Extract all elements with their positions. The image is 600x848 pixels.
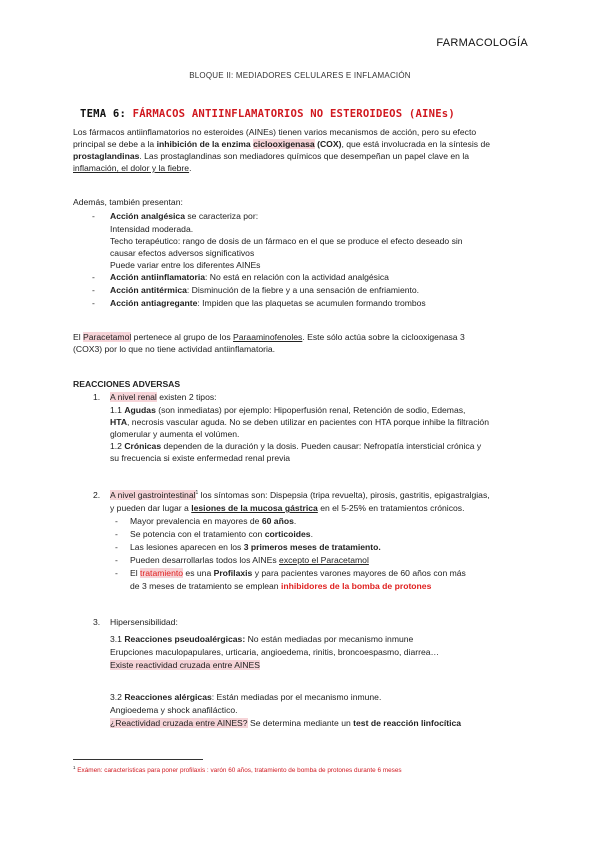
alergicas-line-1	[110, 691, 381, 703]
text: .	[293, 516, 297, 526]
text: El	[130, 568, 141, 578]
text: 1.2	[110, 441, 125, 451]
bullet-dash: -	[115, 568, 118, 578]
ademas-lead: Además, también presentan:	[73, 197, 183, 207]
gi-sub-5-cont	[130, 580, 431, 592]
running-header: FARMACOLOGÍA	[436, 37, 528, 49]
footnote-divider	[73, 759, 203, 760]
hypersensitivity-heading: Hipersensibilidad:	[110, 617, 178, 627]
highlight-reactividad-question: ¿Reactividad cruzada entre AINES?	[110, 718, 248, 728]
text: . Este sólo actúa sobre la ciclooxigenasa 3	[302, 332, 465, 342]
agudas-line-2	[110, 416, 489, 428]
highlight-gastrointestinal: A nivel gastrointestinal	[110, 490, 196, 500]
gi-sub-3	[130, 541, 381, 553]
list-number: 1.	[93, 392, 101, 402]
text: , que está involucrada en la síntesis de	[341, 139, 491, 149]
bold-text: Acción antiinflamatoria	[110, 272, 206, 282]
footnote	[73, 765, 402, 777]
bullet-dash: -	[92, 285, 95, 295]
text: .	[189, 163, 192, 173]
agudas-line-1	[110, 404, 465, 416]
bold-text: 3 primeros meses de tratamiento.	[243, 542, 381, 552]
highlight-renal: A nivel renal	[110, 392, 157, 402]
text: : Impiden que las plaquetas se acumulen formando trombos	[197, 298, 426, 308]
intro-line-4	[73, 162, 191, 174]
intro-line-3	[73, 150, 469, 162]
text: 1.1	[110, 405, 125, 415]
paracetamol-line-2: (COX3) por lo que no tiene actividad antiinflamatoria.	[73, 344, 276, 354]
agudas-line-3: glomerular y aumenta el volúmen.	[110, 429, 240, 439]
highlight-reactividad: Existe reactividad cruzada entre AINES	[110, 660, 260, 670]
item-antiinflamatoria	[110, 271, 389, 283]
list-number: 3.	[93, 617, 101, 627]
block-heading: BLOQUE II: MEDIADORES CELULARES E INFLAMACIÓN	[189, 71, 411, 80]
gi-line-1	[110, 489, 490, 501]
underlined-text: excepto el Paracetamol	[279, 555, 369, 565]
highlight-ciclooxigenasa: ciclooxigenasa	[253, 139, 315, 149]
bullet-dash: -	[115, 542, 118, 552]
bold-text: Acción analgésica	[110, 211, 185, 221]
footnote-number: 1	[73, 764, 76, 770]
list-number: 2.	[93, 490, 101, 500]
item-antitermica	[110, 284, 419, 296]
gi-sub-2	[130, 528, 313, 540]
text: . Las prostaglandinas son mediadores químicos que desempeñan un papel clave en la	[139, 151, 470, 161]
analgesica-sub-4: Puede variar entre los diferentes AINEs	[110, 260, 261, 270]
bold-text: Reacciones alérgicas	[124, 692, 212, 702]
bold-text: Agudas	[124, 405, 156, 415]
bold-text: 60 años	[261, 516, 294, 526]
bullet-dash: -	[92, 211, 95, 221]
bold-text: Acción antitérmica	[110, 285, 187, 295]
text: de 3 meses de tratamiento se emplean	[130, 581, 281, 591]
text: existen 2 tipos:	[156, 392, 217, 402]
intro-line-2	[73, 138, 490, 150]
bold-text: Reacciones pseudoalérgicas:	[124, 634, 246, 644]
title-main: FÁRMACOS ANTIINFLAMATORIOS NO ESTEROIDEOS (AINEs)	[132, 108, 455, 120]
text: 3.2	[110, 692, 125, 702]
text: (son inmediatas) por ejemplo: Hipoperfusión renal, Retención de sodio, Edemas,	[155, 405, 466, 415]
bullet-dash: -	[115, 555, 118, 565]
gi-sub-1	[130, 515, 296, 527]
analgesica-sub-3: causar efectos adversos significativos	[110, 248, 255, 258]
bold-text: test de reacción linfocítica	[353, 718, 462, 728]
text: pertenece al grupo de los	[131, 332, 234, 342]
gi-line-2	[110, 502, 464, 514]
text: Se potencia con el tratamiento con	[130, 529, 265, 539]
bold-text: prostaglandinas	[73, 151, 140, 161]
bold-text: (COX)	[314, 139, 342, 149]
text: , necrosis vascular aguda. No se deben utilizar en pacientes con HTA porque inhibe la filtración	[127, 417, 489, 427]
bullet-dash: -	[115, 516, 118, 526]
pseudo-line-2: Erupciones maculopapulares, urticaria, angioedema, rinitis, broncoespasmo, diarrea…	[110, 647, 440, 657]
item-analgesica	[110, 210, 258, 222]
alergicas-line-3	[110, 717, 461, 729]
text: .	[310, 529, 313, 539]
cronicas-line-1	[110, 440, 481, 452]
gi-sub-4	[130, 554, 369, 566]
bold-text: Profilaxis	[213, 568, 253, 578]
text: Pueden desarrollarlas todos los AINEs	[130, 555, 280, 565]
text: El	[73, 332, 84, 342]
title-prefix: TEMA 6:	[80, 108, 127, 120]
text: Mayor prevalencia en mayores de	[130, 516, 262, 526]
bold-text: corticoides	[264, 529, 311, 539]
underlined-text: Paraaminofenoles	[233, 332, 303, 342]
footnote-text: Exámen: características para poner profilaxis : varón 60 años, tratamiento de bomba de protones durante 6 meses	[75, 767, 402, 774]
bullet-dash: -	[92, 272, 95, 282]
text: : Están mediadas por el mecanismo inmune.	[211, 692, 382, 702]
analgesica-sub-1: Intensidad moderada.	[110, 224, 194, 234]
text: : No está en relación con la actividad analgésica	[205, 272, 389, 282]
text: se caracteriza por:	[185, 211, 259, 221]
intro-line-1: Los fármacos antiinflamatorios no esteroides (AINEs) tienen varios mecanismos de acción, pero su efecto	[73, 127, 477, 137]
bold-underlined-text: lesiones de la mucosa gástrica	[191, 503, 318, 513]
bold-text: HTA	[110, 417, 128, 427]
section-heading: REACCIONES ADVERSAS	[73, 379, 181, 389]
page-title	[80, 108, 455, 120]
bullet-dash: -	[92, 298, 95, 308]
text: dependen de la duración y la dosis. Pueden causar: Nefropatía intersticial crónica y	[161, 441, 482, 451]
text: No están mediadas por mecanismo inmune	[245, 634, 414, 644]
alergicas-line-2: Angioedema y shock anafiláctico.	[110, 705, 238, 715]
cronicas-line-2: su frecuencia si existe enfermedad renal previa	[110, 453, 291, 463]
analgesica-sub-2: Techo terapéutico: rango de dosis de un fármaco en el que se produce el efecto deseado sin	[110, 236, 463, 246]
text: los síntomas son: Dispepsia (tripa revuelta), pirosis, gastritis, epigastralgias,	[198, 490, 490, 500]
bold-text: inhibición de la enzima	[156, 139, 254, 149]
pseudo-line-1	[110, 633, 413, 645]
text: principal se debe a la	[73, 139, 157, 149]
bold-text: Acción antiagregante	[110, 298, 198, 308]
text: y para pacientes varones mayores de 60 años con más	[252, 568, 466, 578]
paracetamol-line-1	[73, 331, 465, 343]
highlight-paracetamol: Paracetamol	[83, 332, 132, 342]
text: Se determina mediante un	[247, 718, 354, 728]
underlined-text: inflamación, el dolor y la fiebre	[73, 163, 190, 173]
text: : Disminución de la fiebre y a una sensación de enfriamiento.	[186, 285, 420, 295]
renal-item	[110, 391, 217, 403]
red-bold-text: inhibidores de la bomba de protones	[280, 581, 432, 591]
footnote-ref: 1	[195, 490, 199, 497]
text: 3.1	[110, 634, 125, 644]
text: y pueden dar lugar a	[110, 503, 192, 513]
text: es una	[183, 568, 214, 578]
highlight-tratamiento: tratamiento	[140, 568, 184, 578]
bold-text: Crónicas	[124, 441, 162, 451]
pseudo-line-3	[110, 659, 260, 671]
gi-sub-5	[130, 567, 466, 579]
text: Las lesiones aparecen en los	[130, 542, 244, 552]
item-antiagregante	[110, 297, 426, 309]
text: en el 5-25% en tratamientos crónicos.	[317, 503, 465, 513]
bullet-dash: -	[115, 529, 118, 539]
